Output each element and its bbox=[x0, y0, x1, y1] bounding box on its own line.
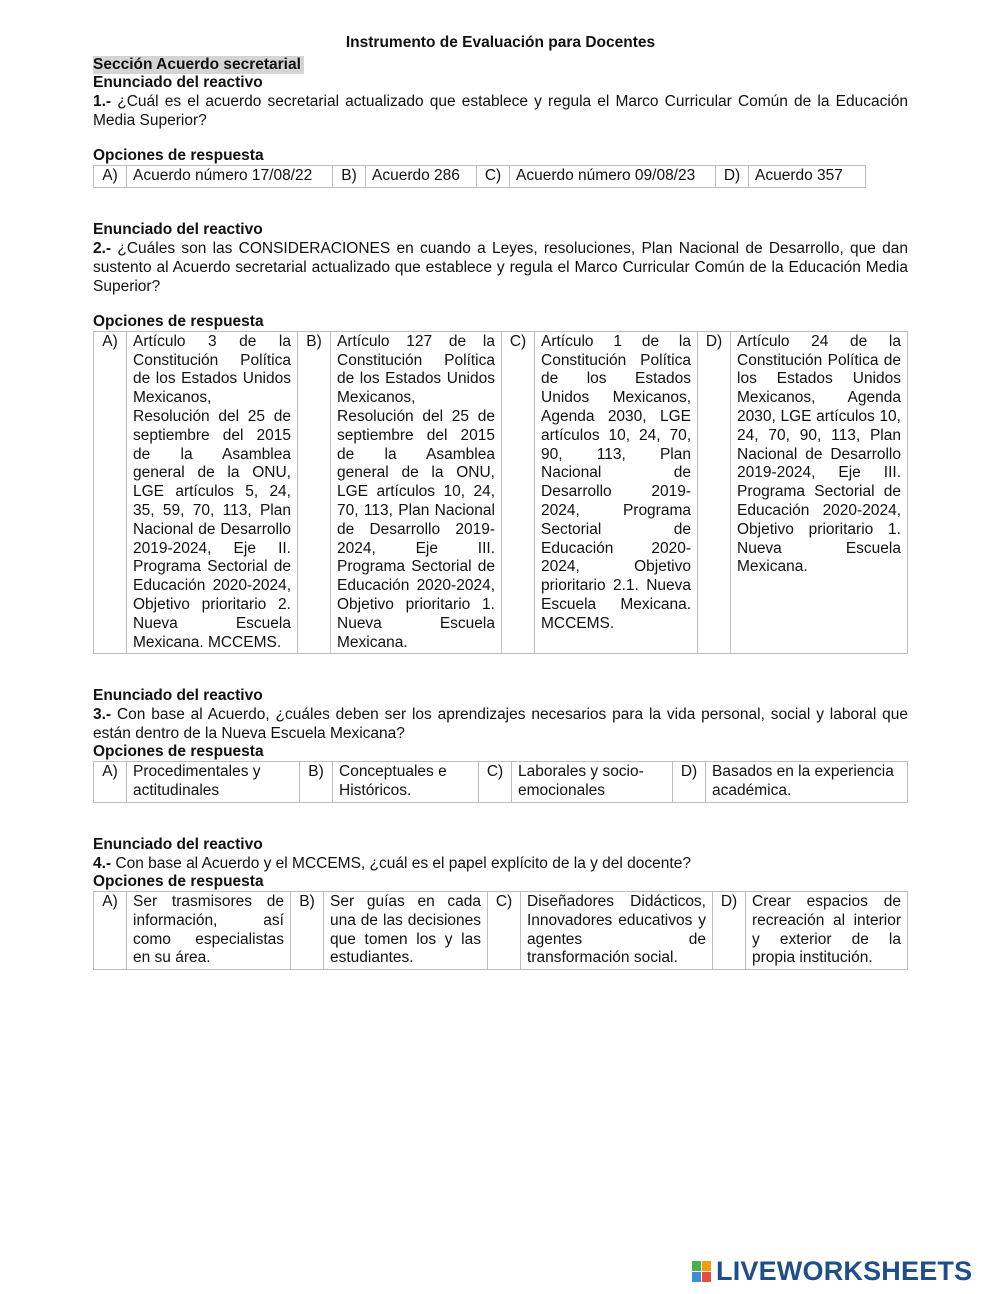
question-text bbox=[93, 239, 908, 296]
question-1 bbox=[93, 74, 908, 188]
enunciado-label: Enunciado del reactivo bbox=[93, 687, 263, 705]
option-a[interactable]: Acuerdo número 17/08/22 bbox=[127, 166, 333, 188]
option-letter: C) bbox=[477, 166, 510, 188]
worksheet-page bbox=[93, 34, 908, 970]
option-d[interactable]: Acuerdo 357 bbox=[749, 166, 866, 188]
option-c[interactable]: Artículo 1 de la Constitución Política de los Estados Unidos Mexicanos, Agenda 2030, LGE artículos 10, 24, 70, 90, 113, Plan Nacional de Desarrollo 2019-2024, Programa Sectorial de Educación 2020-2024, Objetivo prioritario 2.1. Nueva Escuela Mexicana. MCCEMS. bbox=[535, 331, 698, 654]
option-letter: A) bbox=[94, 762, 127, 803]
option-letter: B) bbox=[298, 331, 331, 654]
option-c[interactable]: Acuerdo número 09/08/23 bbox=[510, 166, 716, 188]
option-letter: D) bbox=[673, 762, 706, 803]
opciones-label: Opciones de respuesta bbox=[93, 872, 264, 890]
option-b[interactable]: Acuerdo 286 bbox=[366, 166, 477, 188]
option-letter: B) bbox=[333, 166, 366, 188]
option-a[interactable]: Artículo 3 de la Constitución Política de los Estados Unidos Mexicanos, Resolución del 25 de septiembre del 2015 de la Asamblea general de la ONU, LGE artículos 5, 24, 35, 59, 70, 113, Plan Nacional de Desarrollo 2019-2024, Eje II. Programa Sectorial de Educación 2020-2024, Objetivo prioritario 2. Nueva Escuela Mexicana. MCCEMS. bbox=[127, 331, 298, 654]
page-title: Instrumento de Evaluación para Docentes bbox=[345, 34, 656, 51]
option-letter: C) bbox=[502, 331, 535, 654]
question-2 bbox=[93, 221, 908, 655]
enunciado-label: Enunciado del reactivo bbox=[93, 835, 263, 853]
liveworksheets-logo bbox=[692, 1256, 972, 1287]
question-text bbox=[93, 854, 908, 873]
option-letter: C) bbox=[479, 762, 512, 803]
option-letter: D) bbox=[713, 891, 746, 969]
question-number: 2.- bbox=[93, 239, 112, 257]
question-text bbox=[93, 92, 908, 130]
question-statement: ¿Cuáles son las CONSIDERACIONES en cuando a Leyes, resoluciones, Plan Nacional de Desarrollo, que dan sustento al Acuerdo secretarial actualizado que establece y regula el Marco Curricular Común de la Educación Media Superior? bbox=[93, 239, 908, 295]
option-b[interactable]: Ser guías en cada una de las decisiones que tomen los y las estudiantes. bbox=[324, 891, 488, 969]
question-number: 1.- bbox=[93, 93, 112, 110]
options-table bbox=[93, 331, 908, 655]
question-text bbox=[93, 705, 908, 743]
enunciado-label: Enunciado del reactivo bbox=[93, 74, 263, 91]
question-number: 3.- bbox=[93, 706, 112, 724]
logo-text: LIVEWORKSHEETS bbox=[716, 1256, 973, 1286]
option-letter: C) bbox=[488, 891, 521, 969]
enunciado-label: Enunciado del reactivo bbox=[93, 220, 263, 238]
opciones-label: Opciones de respuesta bbox=[93, 743, 264, 761]
option-d[interactable]: Basados en la experiencia académica. bbox=[706, 762, 908, 803]
question-4 bbox=[93, 836, 908, 970]
question-statement: Con base al Acuerdo y el MCCEMS, ¿cuál es el papel explícito de la y del docente? bbox=[115, 854, 691, 872]
option-a[interactable]: Procedimentales y actitudinales bbox=[127, 762, 300, 803]
option-b[interactable]: Conceptuales e Históricos. bbox=[333, 762, 479, 803]
option-letter: D) bbox=[716, 166, 749, 188]
options-table bbox=[93, 761, 908, 803]
option-c[interactable]: Diseñadores Didácticos, Innovadores educativos y agentes de transformación social. bbox=[521, 891, 713, 969]
option-c[interactable]: Laborales y socio-emocionales bbox=[512, 762, 673, 803]
option-letter: B) bbox=[291, 891, 324, 969]
question-statement: ¿Cuál es el acuerdo secretarial actualizado que establece y regula el Marco Curricular Común de la Educación Media Superior? bbox=[93, 93, 909, 129]
opciones-label: Opciones de respuesta bbox=[93, 147, 264, 164]
question-number: 4.- bbox=[93, 854, 112, 872]
options-table bbox=[93, 891, 908, 970]
option-letter: A) bbox=[94, 891, 127, 969]
option-d[interactable]: Crear espacios de recreación al interior y exterior de la propia institución. bbox=[746, 891, 908, 969]
option-letter: B) bbox=[300, 762, 333, 803]
option-b[interactable]: Artículo 127 de la Constitución Política de los Estados Unidos Mexicanos, Resolución del 25 de septiembre del 2015 de la Asamblea general de la ONU, LGE artículos 10, 24, 70, 113, Plan Nacional de Desarrollo 2019-2024, Eje III. Programa Sectorial de Educación 2020-2024, Objetivo prioritario 1. Nueva Escuela Mexicana. bbox=[331, 331, 502, 654]
logo-mark-icon bbox=[692, 1261, 712, 1283]
option-letter: A) bbox=[94, 331, 127, 654]
option-d[interactable]: Artículo 24 de la Constitución Política de los Estados Unidos Mexicanos, Agenda 2030, LGE artículos 10, 24, 70, 90, 113, Plan Nacional de Desarrollo 2019-2024, Eje III. Programa Sectorial de Educación 2020-2024, Objetivo prioritario 1. Nueva Escuela Mexicana. bbox=[731, 331, 908, 654]
option-letter: D) bbox=[698, 331, 731, 654]
option-a[interactable]: Ser trasmisores de información, así como especialistas en su área. bbox=[127, 891, 291, 969]
question-3 bbox=[93, 687, 908, 803]
option-letter: A) bbox=[94, 166, 127, 188]
question-statement: Con base al Acuerdo, ¿cuáles deben ser los aprendizajes necesarios para la vida personal, social y laboral que están dentro de la Nueva Escuela Mexicana? bbox=[93, 706, 909, 743]
opciones-label: Opciones de respuesta bbox=[93, 312, 264, 330]
options-table bbox=[93, 165, 866, 188]
section-heading: Sección Acuerdo secretarial bbox=[93, 56, 304, 74]
